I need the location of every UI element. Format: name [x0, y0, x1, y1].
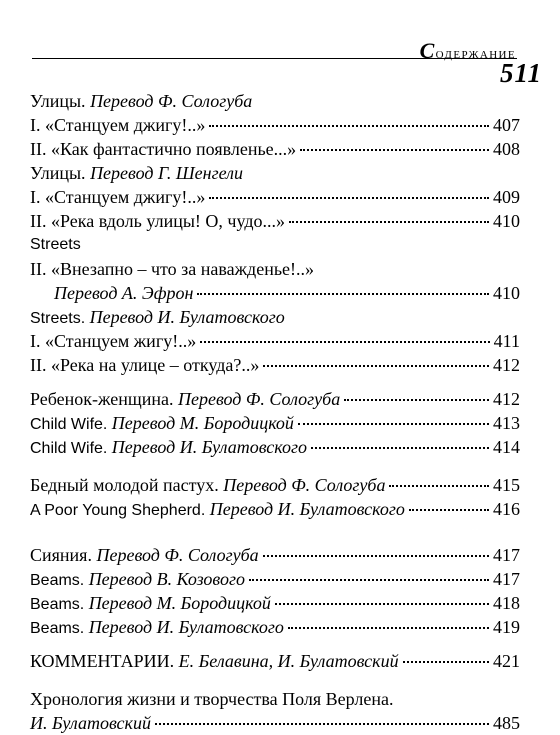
entry-page: 417: [493, 545, 520, 565]
entry-page: 408: [493, 139, 520, 159]
group-spacer: [30, 377, 520, 387]
dot-leader: [249, 579, 489, 581]
entry-title: II. «Река вдоль улицы! О, чудо...»: [30, 211, 285, 231]
toc-entry: [30, 591, 520, 615]
entry-translator: Перевод Г. Шенгели: [90, 163, 243, 183]
entry-title: I. «Станцуем джигу!..»: [30, 187, 206, 207]
dot-leader: [344, 399, 489, 401]
entry-page: 409: [493, 187, 520, 207]
toc-entry: [30, 353, 520, 377]
toc-entry: [30, 209, 520, 233]
dot-leader: [288, 627, 489, 629]
entry-translator: Перевод Ф. Сологуба: [90, 91, 253, 111]
entry-page: 412: [493, 389, 520, 409]
entry-title: Хронология жизни и творчества Поля Верлена.: [30, 689, 394, 709]
toc-entry: [30, 615, 520, 639]
section-title-rest: одержание: [435, 46, 516, 62]
table-of-contents: [30, 89, 520, 735]
toc-entry: [30, 687, 520, 711]
entry-page: 418: [493, 593, 520, 613]
entry-translator: Перевод М. Бородицкой: [111, 413, 294, 433]
entry-title: КОММЕНТАРИИ.: [30, 651, 179, 671]
toc-entry: [30, 185, 520, 209]
entry-title: Child Wife.: [30, 416, 112, 433]
dot-leader: [300, 149, 489, 151]
toc-entry: [30, 137, 520, 161]
entry-translator: Перевод Ф. Сологуба: [96, 545, 259, 565]
entry-translator: И. Булатовский: [30, 713, 151, 733]
entry-translator: Е. Белавина, И. Булатовский: [178, 651, 399, 671]
entry-translator: Перевод А. Эфрон: [54, 283, 194, 303]
toc-entry: [30, 281, 520, 305]
entry-page: 415: [493, 475, 520, 495]
dot-leader: [263, 555, 489, 557]
entry-page: 421: [493, 651, 520, 671]
entry-title: II. «Как фантастично появленье...»: [30, 139, 297, 159]
group-spacer: [30, 521, 520, 543]
toc-entry: [30, 649, 520, 673]
group-spacer: [30, 673, 520, 687]
dot-leader: [389, 485, 489, 487]
entry-title: I. «Станцуем джигу!..»: [30, 115, 206, 135]
entry-title: Streets: [30, 236, 81, 253]
entry-title: Бедный молодой пастух.: [30, 475, 224, 495]
entry-translator: Перевод И. Булатовского: [209, 499, 405, 519]
entry-title: Ребенок-женщина.: [30, 389, 178, 409]
entry-title: I. «Станцуем жигу!..»: [30, 331, 197, 351]
toc-entry: [30, 113, 520, 137]
toc-entry: [30, 305, 520, 329]
entry-translator: Перевод И. Булатовского: [89, 307, 285, 327]
toc-entry: [30, 543, 520, 567]
entry-page: 414: [493, 437, 520, 457]
running-header: [0, 0, 560, 95]
entry-page: 407: [493, 115, 520, 135]
toc-entry: [30, 473, 520, 497]
entry-page: 411: [493, 331, 520, 351]
group-spacer: [30, 459, 520, 473]
dot-leader: [200, 341, 489, 343]
toc-entry: [30, 89, 520, 113]
dot-leader: [209, 197, 489, 199]
dot-leader: [311, 447, 489, 449]
toc-entry: [30, 411, 520, 435]
dot-leader: [155, 723, 489, 725]
dot-leader: [409, 509, 489, 511]
toc-entry: [30, 387, 520, 411]
entry-translator: Перевод В. Козового: [88, 569, 246, 589]
dot-leader: [275, 603, 489, 605]
entry-title: Улицы.: [30, 91, 91, 111]
toc-entry: [30, 161, 520, 185]
entry-translator: Перевод Ф. Сологуба: [177, 389, 341, 409]
entry-page: 419: [493, 617, 520, 637]
entry-translator: Перевод М. Бородицкой: [88, 593, 271, 613]
entry-translator: Перевод И. Булатовского: [111, 437, 308, 457]
entry-title: Child Wife.: [30, 440, 112, 457]
toc-entry: [30, 497, 520, 521]
entry-title: Beams.: [30, 620, 89, 637]
entry-title: Beams.: [30, 596, 89, 613]
entry-title: A Poor Young Shepherd.: [30, 502, 210, 519]
header-rule: [32, 58, 517, 59]
dot-leader: [197, 293, 489, 295]
toc-entry: [30, 567, 520, 591]
toc-entry: [30, 257, 520, 281]
entry-page: 410: [493, 211, 520, 231]
entry-page: 412: [493, 355, 520, 375]
entry-title: II. «Внезапно – что за наважденье!..»: [30, 259, 315, 279]
entry-title: Сияния.: [30, 545, 97, 565]
entry-page: 416: [493, 499, 520, 519]
entry-translator: Перевод И. Булатовского: [88, 617, 284, 637]
entry-title: II. «Река на улице – откуда?..»: [30, 355, 260, 375]
dot-leader: [289, 221, 489, 223]
toc-entry: [30, 233, 520, 257]
dot-leader: [263, 365, 489, 367]
entry-title: Streets.: [30, 310, 90, 327]
toc-entry: [30, 711, 520, 735]
toc-entry: [30, 329, 520, 353]
entry-page: 413: [493, 413, 520, 433]
entry-title: Улицы.: [30, 163, 91, 183]
page-number: 511: [499, 58, 542, 88]
entry-page: 417: [493, 569, 520, 589]
toc-entry: [30, 435, 520, 459]
dot-leader: [298, 423, 489, 425]
dot-leader: [403, 661, 489, 663]
section-title-initial: С: [419, 38, 436, 63]
entry-translator: Перевод Ф. Сологуба: [223, 475, 386, 495]
entry-title: Beams.: [30, 572, 89, 589]
dot-leader: [209, 125, 489, 127]
entry-page: 410: [493, 283, 520, 303]
entry-page: 485: [493, 713, 520, 733]
